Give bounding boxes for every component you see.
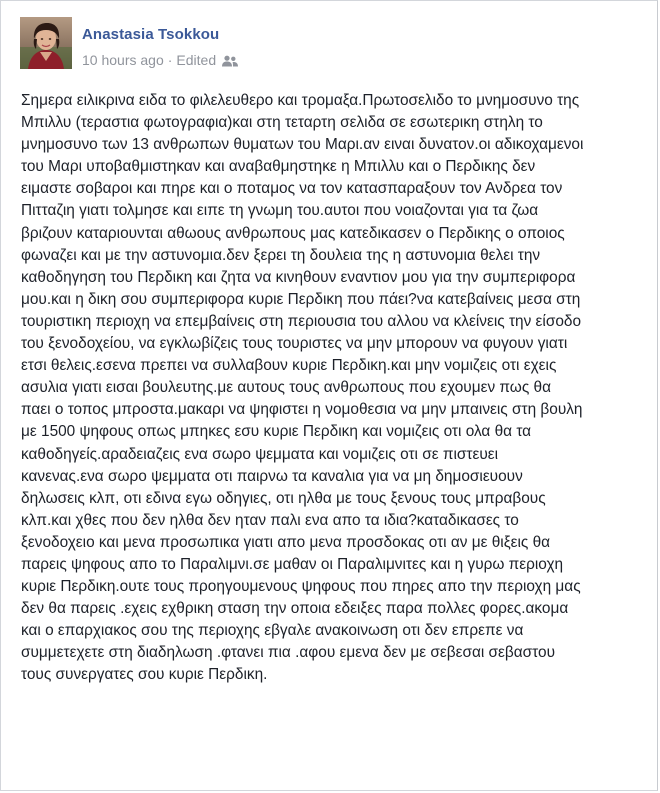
- post-meta: [82, 52, 238, 68]
- friends-icon[interactable]: [222, 54, 238, 66]
- avatar-photo-icon: [20, 17, 72, 69]
- author-avatar[interactable]: [20, 17, 72, 69]
- meta-separator: ·: [167, 52, 173, 68]
- post-timestamp-link[interactable]: 10 hours ago: [82, 52, 164, 68]
- edited-label[interactable]: Edited: [176, 52, 217, 68]
- post-body-text: Σημερα ειλικρινα ειδα το φιλελευθερο και τρομαξα.Πρωτοσελιδο το μνημοσυνο της Μπιλλυ (τεραστια φωτογραφια)και στη τεταρτη σελιδα σε εσωτερικη στηλη το μνημοσυνο των 13 ανθρωπων θυματων του Μαρι.αν ειναι δυνατον.οι αδικοχαμενοι του Μαρι υποβαθμιστηκαν και αναβαθμηστηκε η Μπιλλυ και ο Περδικης δεν ειμαστε σοβαροι και πηρε και ο ποταμος να τον κατασπαραξουν τον Ανδρεα τον Πιτταζιη γιατι τολμησε και ειπε τη γνωμη του.αυτοι που νοιαζονται για τα ζωα βριζουν καταριουνται αθωους ανθρωπους μας κατεδικασεν ο Περδικης ο οποιος φωναζει και με την αστυνομια.δεν ξερει τη δουλεια της η αστυνομια θελει την καθοδηγηση του Περδικη και ζητα να κινηθουν εναντιον μου για την συμπεριφορα μου.και η δικη σου συμπεριφορα κυριε Περδικη που πάει?να κατεβαίνεις μεσα στη τουριστικη περιοχη να επεμβαίνεις στη περιουσια του αλλου να κλείνεις την είσοδο του ξενοδοχείου, να εγκλωβίζεις τους τουριστες να μην μπορουν να φυγουν γιατι ετσι θελεις.εσενα πρεπει να συλλαβουν κυριε Περδικη.και μην νομιζεις οτι εχεις ασυλια γιατι εισαι βουλευτης.με αυτους τους ανθρωπους που εχουμεν πως θα παει ο τοπος μπροστα.μακαρι να ψηφιστει η νομοθεσια να μην μπαινεις στη βουλη με 1500 ψηφους οπως μπηκες εσυ κυριε Περδικη και νομιζεις οτι ολα θα τα καθοδηγείς.αραδειαζεις ενα σωρο ψεμματα και νομιζεις οτι σε πιστευει κανενας.ενα σωρο ψεμματα οτι παιρνω τα καναλια για να μη δημοσιευουν δηλωσεις κλπ, οτι εδινα εγω οδηγιες, οτι ηλθα με τους ξενους τους μπραβους κλπ.και χθες που δεν ηλθα δεν ηταν παλι ενα απο τα ιδια?καταδικασες το ξενοδοχειο και μενα προσωπικα γιατι απο μενα προσδοκας οτι αν με θιξεις θα παρεις ψηφους απο το Παραλιμνι.σε μαθαν οι Παραλιμνιτες και η γυρω περιοχη κυριε Περδικη.ουτε τους προηγουμενους ψηφους που πηρες απο την περιοχη μας δεν θα παρεις .εχεις εχθρικη σταση την οποια εδειξες παρα πολλες φορες.ακομα και ο επαρχιακος σου της περιοχης εβγαλε ανακοινωση οτι δεν επρεπε να συμμετεχετε στη διαδηλωση .φτανει πια .αφου εμενα δεν με σεβεσαι σεβαστου τους συνεργατες σου κυριε Περδικη.: [21, 92, 584, 684]
- author-name-link[interactable]: Anastasia Tsokkou: [82, 26, 220, 43]
- post-header: [20, 17, 640, 73]
